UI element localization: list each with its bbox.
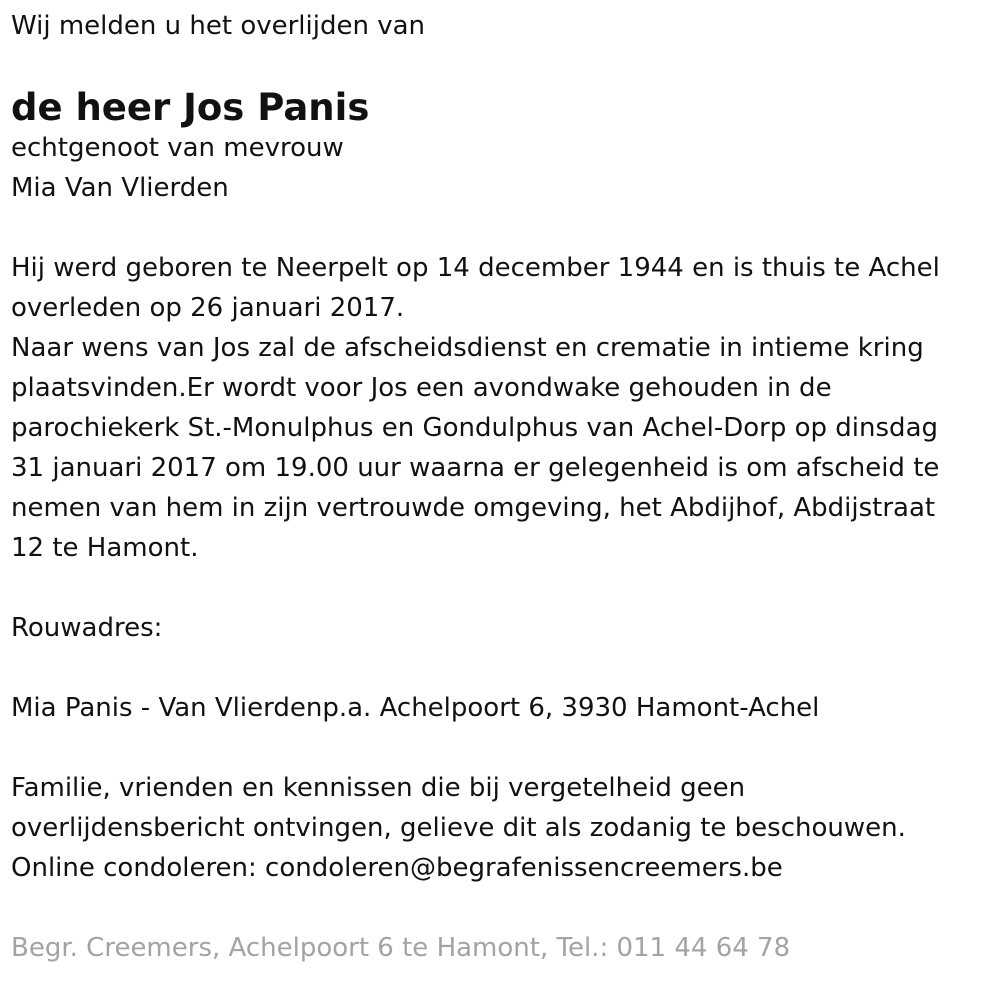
spouse-relation: echtgenoot van mevrouw bbox=[11, 133, 344, 163]
body-line: 12 te Hamont. bbox=[11, 533, 199, 563]
spacer bbox=[11, 728, 986, 768]
body-line: Naar wens van Jos zal de afscheidsdienst en crematie in intieme kring bbox=[11, 333, 924, 363]
spacer bbox=[11, 648, 986, 688]
body-line: Hij werd geboren te Neerpelt op 14 december 1944 en is thuis te Achel bbox=[11, 253, 940, 283]
notice-line: Familie, vrienden en kennissen die bij vergetelheid geen bbox=[11, 773, 746, 803]
notice-paragraph bbox=[11, 768, 986, 888]
intro-text: Wij melden u het overlijden van bbox=[11, 11, 426, 41]
mourning-address: Mia Panis - Van Vlierdenp.a. Achelpoort 6, 3930 Hamont-Achel bbox=[11, 693, 820, 723]
death-notice bbox=[11, 6, 986, 968]
funeral-home-footer: Begr. Creemers, Achelpoort 6 te Hamont, Tel.: 011 44 64 78 bbox=[11, 933, 791, 963]
spouse-name: Mia Van Vlierden bbox=[11, 173, 229, 203]
spacer bbox=[11, 208, 986, 248]
spacer bbox=[11, 568, 986, 608]
spacer bbox=[11, 888, 986, 928]
notice-line: overlijdensbericht ontvingen, gelieve dit als zodanig te beschouwen. bbox=[11, 813, 906, 843]
body-line: 31 januari 2017 om 19.00 uur waarna er gelegenheid is om afscheid te bbox=[11, 453, 940, 483]
body-paragraph bbox=[11, 248, 986, 568]
notice-line: Online condoleren: condoleren@begrafenissencreemers.be bbox=[11, 853, 783, 883]
body-line: overleden op 26 januari 2017. bbox=[11, 293, 405, 323]
body-line: nemen van hem in zijn vertrouwde omgeving, het Abdijhof, Abdijstraat bbox=[11, 493, 936, 523]
mourning-address-label: Rouwadres: bbox=[11, 613, 163, 643]
body-line: plaatsvinden.Er wordt voor Jos een avondwake gehouden in de bbox=[11, 373, 832, 403]
deceased-name: de heer Jos Panis bbox=[11, 86, 370, 129]
body-line: parochiekerk St.-Monulphus en Gondulphus van Achel-Dorp op dinsdag bbox=[11, 413, 938, 443]
